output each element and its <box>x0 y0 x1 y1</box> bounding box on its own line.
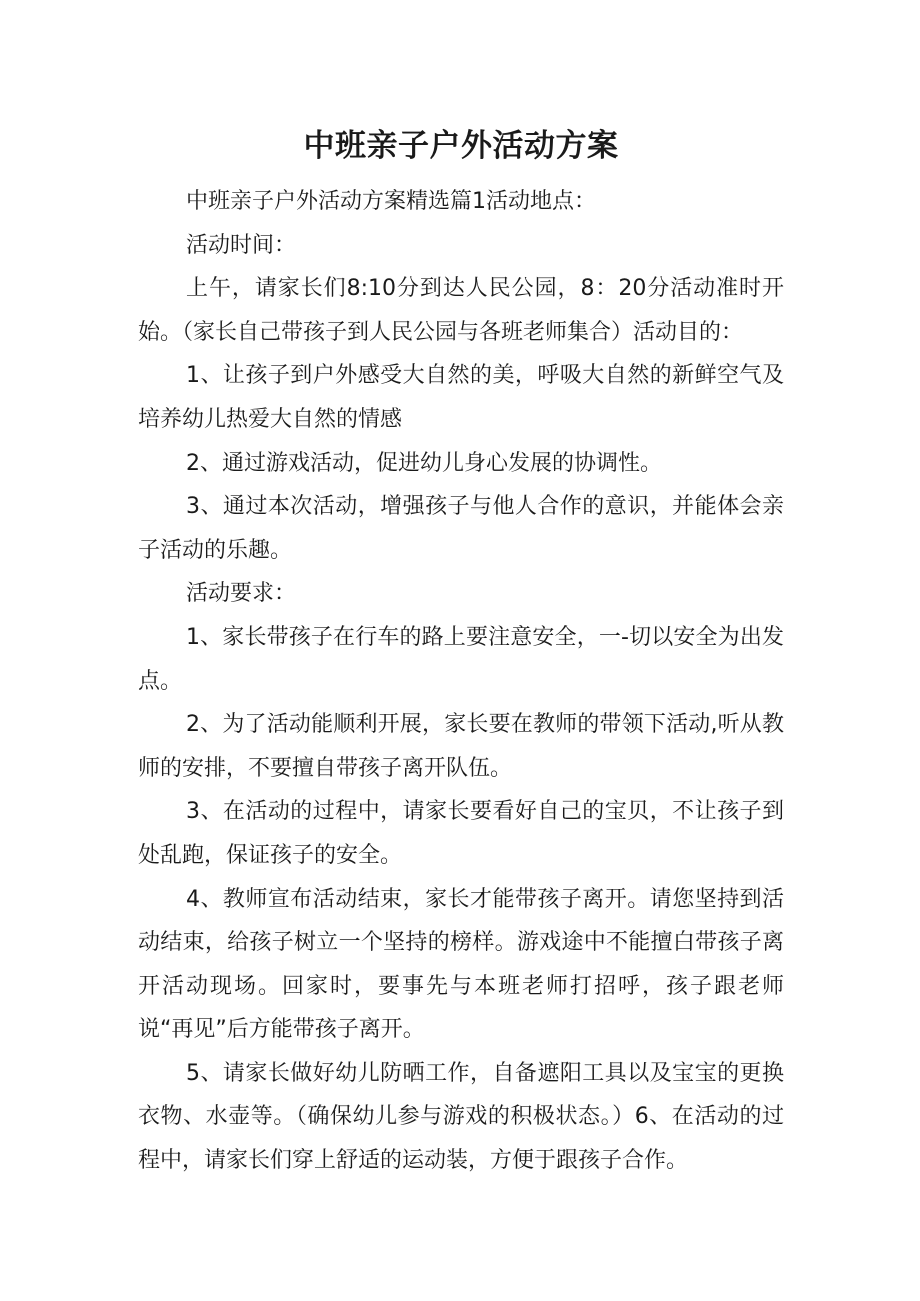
paragraph-requirement-3: 3、在活动的过程中，请家长要看好自己的宝贝，不让孩子到处乱跑，保证孩子的安全。 <box>138 799 784 868</box>
paragraph-requirement-5-6: 5、请家长做好幼儿防晒工作，自备遮阳工具以及宝宝的更换衣物、水壶等。（确保幼儿参与游戏的积极状态。）6、在活动的过程中，请家长们穿上舒适的运动装，方便于跟孩子合作。 <box>138 1060 784 1174</box>
paragraph-goal-2: 2、通过游戏活动，促进幼儿身心发展的协调性。 <box>186 450 662 476</box>
document-page <box>138 118 784 1183</box>
paragraph-requirement-4: 4、教师宣布活动结束，家长才能带孩子离开。请您坚持到活动结束，给孩子树立一个坚持的榜样。游戏途中不能擅白带孩子离开活动现场。回家时，要事先与本班老师打招呼，孩子跟老师说“再见”后方能带孩子离开。 <box>138 886 784 1043</box>
paragraph-requirement-1: 1、家长带孩子在行车的路上要注意安全，一-切以安全为出发点。 <box>138 624 784 694</box>
document-title: 中班亲子户外活动方案 <box>303 128 619 164</box>
paragraph-time: 活动时间： <box>186 232 297 258</box>
paragraph-goal-1: 1、让孩子到户外感受大自然的美，呼吸大自然的新鲜空气及培养幼儿热爱大自然的情感 <box>138 363 784 432</box>
paragraph-requirements-heading: 活动要求： <box>186 581 297 607</box>
paragraph-location: 中班亲子户外活动方案精选篇1活动地点： <box>186 189 596 214</box>
paragraph-requirement-2: 2、为了活动能顺利开展，家长要在教师的带领下活动,听从教师的安排，不要擅自带孩子离开队伍。 <box>138 712 784 781</box>
paragraph-goal-3: 3、通过本次活动，增强孩子与他人合作的意识，并能体会亲子活动的乐趣。 <box>138 494 784 563</box>
paragraph-schedule-goals: 上午，请家长们8:10分到达人民公园，8：20分活动准时开始。（家长自己带孩子到人民公园与各班老师集合）活动目的： <box>138 276 784 345</box>
